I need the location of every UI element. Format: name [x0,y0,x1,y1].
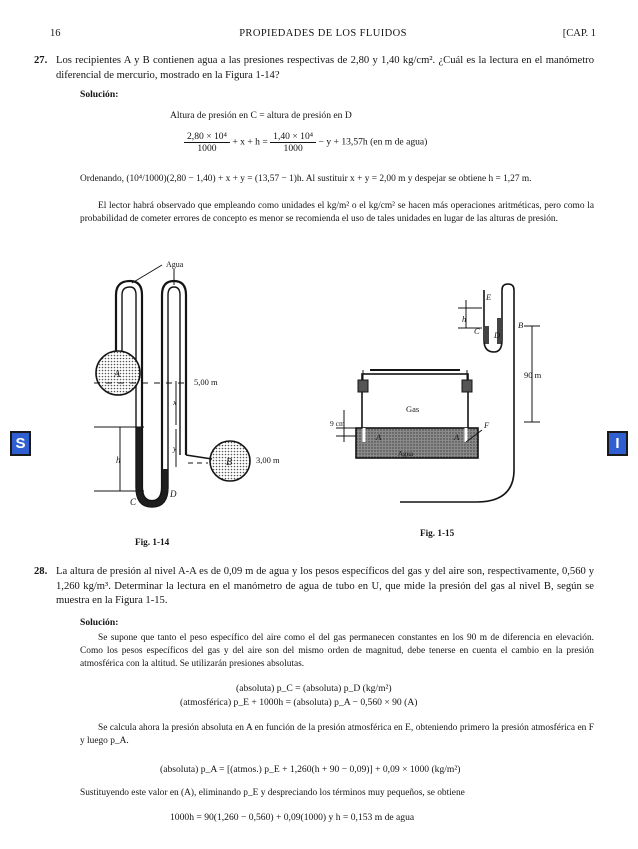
manometer-tube-inner [122,287,180,507]
problem-27-eq1: Altura de presión en C = altura de presión en D [170,110,352,121]
label-d: D [494,330,501,340]
figure-1-14-diagram [80,255,310,545]
pipe-to-b [186,455,212,459]
label-c: C [130,497,137,507]
side-tab-left[interactable]: S [10,431,31,456]
side-tab-right[interactable]: I [607,431,628,456]
gas-pipe [400,284,514,502]
label-c: C [474,326,480,336]
chapter-label: [CAP. 1 [562,28,596,39]
problem-27-para2: El lector habrá observado que empleando como unidades el kg/m² o el kg/cm² se hacen más operaciones aritméticas, pero como la probabilidad de cometer errores de concepto es menor se recomienda el uso de tales unidades en lugar de las alturas de presión. [80,201,594,224]
problem-28-eq1: (absoluta) p_C = (absoluta) p_D (kg/m²) [236,683,392,694]
problem-28-statement [34,565,594,609]
problem-28-number: 28. [34,566,48,577]
figure-1-15-diagram [326,270,556,530]
label-9cm: 9 cm [330,419,345,428]
problem-28-para1: Se supone que tanto el peso específico del aire como el del gas permanecen constantes en los 90 m de diferencia en elevación. Como los pesos específicos del gas y del aire son del mismo orden de magnitud, debe tenerse en cuenta el cambio en la presión atmosférica con la altitud. Se utilizarán presiones absolutas. [80,633,594,669]
label-gas: Gas [406,404,420,414]
problem-28-solution-label: Solución: [80,617,119,628]
problem-27-statement [34,54,594,83]
figure-1-14-caption: Fig. 1-14 [135,537,170,547]
label-b: B [518,320,524,330]
problem-28-para3: Sustituyendo este valor en (A), eliminando p_E y despreciando los términos muy pequeños, se obtiene [80,788,465,798]
water-tank [356,428,478,458]
problem-28-text: La altura de presión al nivel A-A es de 0,09 m de agua y los pesos específicos del gas y del aire son, respectivamente, 0,560 y 1,260 kg/m³. Determinar la lectura en el manómetro de agua de tubo en U, que mide la presión del gas al nivel B, según se muestra en la Figura 1-15. [56,566,594,607]
counterweight-right [462,380,472,392]
eq2-fraction-left: $\frac{\text{2,80 × 10⁴}}{1000}$ [184,131,230,154]
label-h: h [116,455,121,465]
label-y: y [173,444,177,453]
running-title: PROPIEDADES DE LOS FLUIDOS [239,28,407,39]
label-agua: Agua [166,260,184,269]
label-agua: Agua [398,450,414,458]
label-a: A [114,369,121,380]
water-left-arm [485,326,489,344]
page-header [50,28,596,42]
label-x: x [173,398,177,407]
counterweight-left [358,380,368,392]
problem-27-text: Los recipientes A y B contienen agua a las presiones respectivas de 2,80 y 1,40 kg/cm². ¿Cuál es la lectura en el manómetro diferencial de mercurio, mostrado en la Figura 1-14? [56,55,594,81]
label-b: B [226,457,233,468]
problem-28-para2: Se calcula ahora la presión absoluta en A en función de la presión atmosférica en E, obteniendo primero la presión atmosférica en F y luego p_A. [80,723,594,746]
label-e: E [486,292,492,302]
label-300m: 3,00 m [256,455,280,465]
page-number: 16 [50,28,61,39]
figure-1-15-caption: Fig. 1-15 [420,528,455,538]
label-a-right: A [454,432,460,442]
label-h: h [462,314,467,324]
label-a-left: A [376,432,382,442]
label-500m: 5,00 m [194,377,218,387]
problem-28-eq3: (absoluta) p_A = [(atmos.) p_E + 1,260(h + 90 − 0,09)] + 0,09 × 1000 (kg/m²) [160,764,461,775]
label-d: D [170,489,177,499]
label-90m: 90 m [524,370,542,380]
problem-28-eq4: 1000h = 90(1,260 − 0,560) + 0,09(1000) y h = 0,153 m de agua [170,812,415,823]
problem-27-solution-label: Solución: [80,89,119,100]
problem-27-eq2: $\frac{\text{2,80 × 10⁴}}{1000}$ + x + h = $\frac{\text{1,40 × 10⁴}}{1000}$ − y + 13,57h (en m de agua) [184,131,427,154]
eq2-fraction-right: $\frac{\text{1,40 × 10⁴}}{1000}$ [270,131,316,154]
label-f: F [484,420,490,430]
problem-27-number: 27. [34,55,48,66]
arrow-agua-left [132,265,162,283]
problem-27-para1: Ordenando, (10⁴/1000)(2,80 − 1,40) + x + y = (13,57 − 1)h. Al sustituir x + y = 2,00 m y despejar se obtiene h = 1,27 m. [80,174,532,184]
problem-28-eq2: (atmosférica) p_E + 1000h = (absoluta) p_A − 0,560 × 90 (A) [180,697,418,708]
